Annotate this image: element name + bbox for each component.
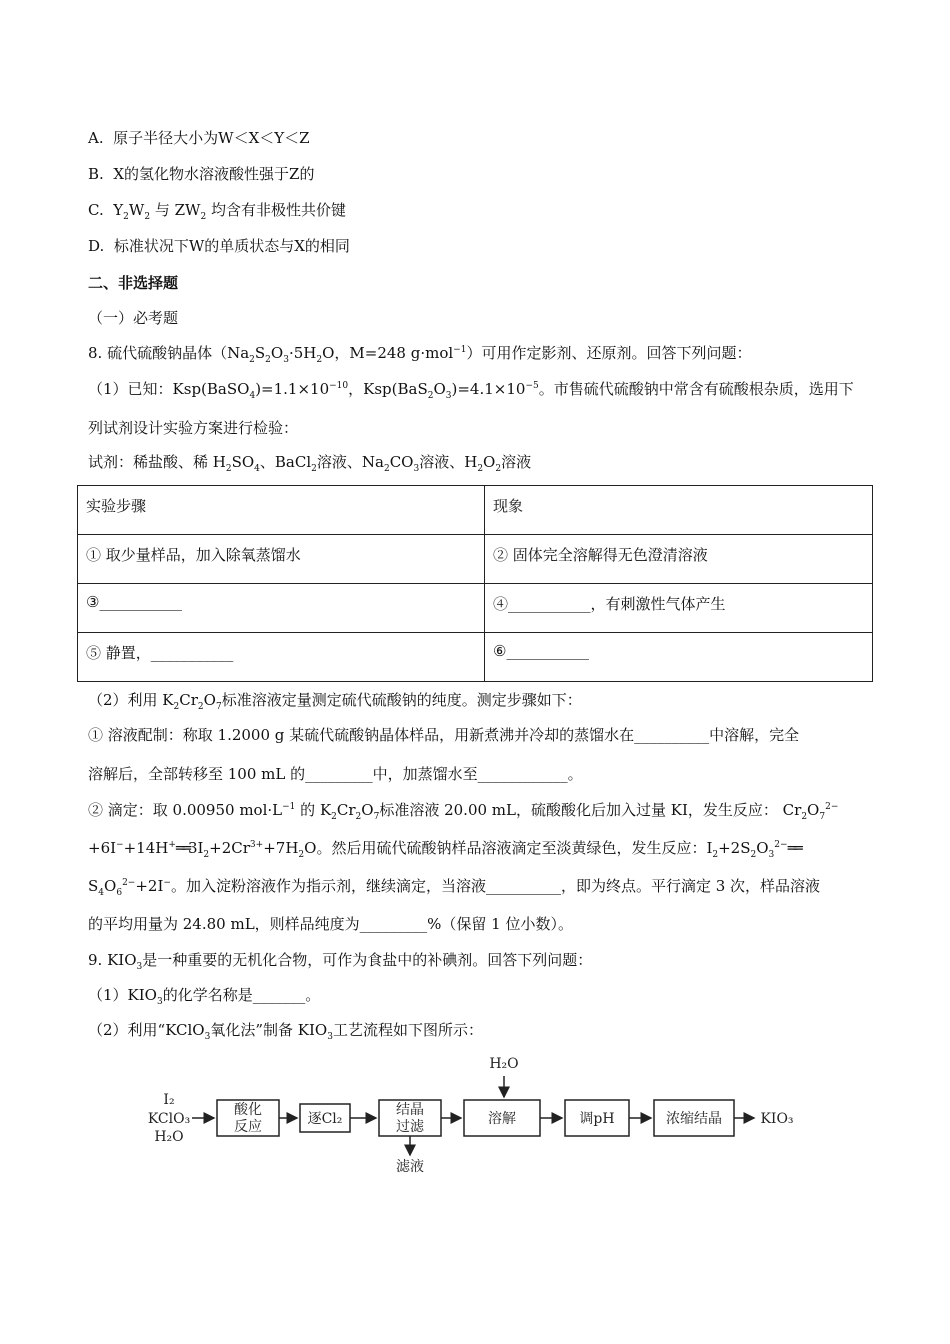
- flow-svg: [140, 1050, 820, 1180]
- box3-line2: 过滤: [396, 1119, 424, 1135]
- table-cell: ④___________，有刺激性气体产生: [485, 584, 873, 633]
- section-subtitle: （一）必考题: [88, 309, 179, 327]
- q9-part2: （2）利用“KClO$_3$氧化法”制备 $KIO_3$工艺流程如下图所示：: [88, 1021, 483, 1042]
- box2-label: 逐Cl₂: [307, 1111, 343, 1127]
- q8-part2: （2）利用 $K_2Cr_2O_7$标准溶液定量测定硫代硫酸钠的纯度。测定步骤如下：: [88, 691, 582, 712]
- box4-label: 溶解: [488, 1111, 516, 1127]
- section-title: 二、非选择题: [88, 274, 179, 292]
- table-row: [78, 535, 873, 584]
- q8-prep-line1: ① 溶液配制：称取 1.2000 g 某硫代硫酸钠晶体样品，用新煮沸并冷却的蒸馏水在__________中溶解，完全: [88, 726, 800, 744]
- q8-titration-line1: ② 滴定：取 0.00950 $mol\cdot L^{-1}$ 的 $K_2Cr_2O_7$标准溶液 20.00 mL，硫酸酸化后加入过量 KI，发生反应： $Cr_2O_7^{2-}$: [88, 801, 839, 822]
- table-header-step: 实验步骤: [78, 486, 485, 535]
- table-row: [78, 486, 873, 535]
- box5-label: 调pH: [579, 1111, 615, 1127]
- option-c: C. $Y_2W_2$ 与 $ZW_2$ 均含有非极性共价键: [88, 201, 346, 222]
- table-row: [78, 633, 873, 682]
- filtrate-label: 滤液: [396, 1159, 424, 1175]
- box1-line2: 反应: [234, 1119, 262, 1135]
- table-header-phenomenon: 现象: [485, 486, 873, 535]
- q9-intro: 9. $KIO_3$是一种重要的无机化合物，可作为食盐中的补碘剂。回答下列问题：: [88, 951, 593, 972]
- process-flow-diagram: [140, 1050, 820, 1180]
- q9-part1: $(1)KIO_3$的化学名称是_______。: [88, 986, 321, 1007]
- q8-titration-line3: $S_4O_6^{2-}+2I^-$。加入淀粉溶液作为指示剂，继续滴定，当溶液__________，即为终点。平行滴定 3 次，样品溶液: [88, 877, 821, 898]
- experiment-table: [77, 485, 873, 682]
- table-cell: ② 固体完全溶解得无色澄清溶液: [485, 535, 873, 584]
- table-row: [78, 584, 873, 633]
- box3-line1: 结晶: [396, 1102, 424, 1118]
- q8-titration-line2: $+6I^-+14H^+══3I_2+2Cr^{3+}+7H_2O$。然后用硫代硫酸钠样品溶液滴定至淡黄绿色，发生反应：$I_2+2S_2O_3^{2-}══$: [88, 839, 800, 860]
- box6-label: 浓缩结晶: [666, 1111, 722, 1127]
- q8-part1-line2: 列试剂设计实验方案进行检验：: [88, 419, 299, 437]
- input-kclo3: KClO₃: [147, 1111, 191, 1127]
- water-input-label: H₂O: [489, 1056, 519, 1072]
- table-cell: ⑥___________: [485, 633, 873, 682]
- option-d: D. 标准状况下W的单质状态与X的相同: [88, 237, 350, 255]
- q8-prep-line2: 溶解后，全部转移至 100 mL 的_________中，加蒸馏水至____________。: [88, 765, 583, 783]
- table-cell: ① 取少量样品，加入除氧蒸馏水: [78, 535, 485, 584]
- q8-part1: （1）已知：$Ksp(BaSO_4)=1.1\times 10^{-10}$，$Ksp(BaS_2O_3)=4.1\times 10^{-5}$。市售硫代硫酸钠中常含有硫酸根杂质，选用下: [88, 380, 854, 401]
- table-cell: ⑤ 静置，___________: [78, 633, 485, 682]
- option-b: B. X的氢化物水溶液酸性强于Z的: [88, 165, 315, 183]
- q8-reagents: 试剂：稀盐酸、稀 $H_2SO_4$、BaCl$_2$溶液、$Na_2CO_3$溶液、$H_2O_2$溶液: [88, 453, 532, 474]
- q8-intro: 8. 硫代硫酸钠晶体（$Na_2S_2O_3\cdot 5H_2O$，M=248 g·mol$^{-1}$）可用作定影剂、还原剂。回答下列问题：: [88, 344, 752, 365]
- q8-titration-line4: 的平均用量为 24.80 mL，则样品纯度为_________%（保留 1 位小数）。: [88, 915, 573, 933]
- option-a: A. 原子半径大小为W＜X＜Y＜Z: [88, 129, 310, 147]
- table-cell: ③___________: [78, 584, 485, 633]
- input-i2: I₂: [163, 1092, 175, 1108]
- box1-line1: 酸化: [234, 1102, 262, 1118]
- input-h2o: H₂O: [154, 1129, 184, 1145]
- product-label: KIO₃: [760, 1111, 794, 1127]
